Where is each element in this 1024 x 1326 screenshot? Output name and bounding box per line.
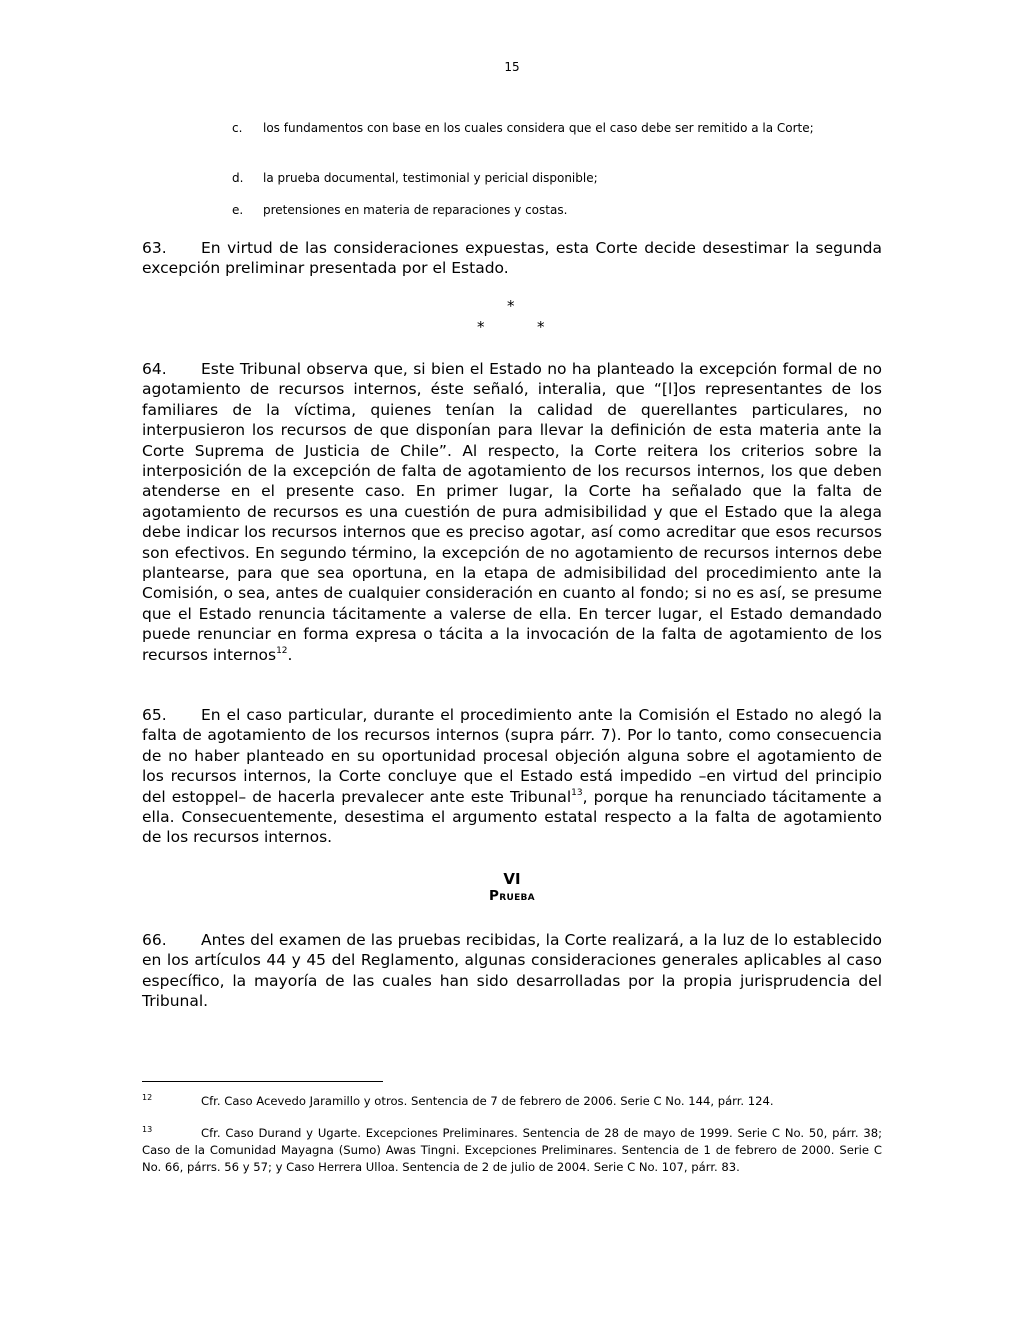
separator-asterisk-left: *	[477, 318, 485, 336]
paragraph-text: En virtud de las consideraciones expuestas, esta Corte decide desestimar la segunda excepción preliminar presentada por el Estado.	[142, 239, 882, 278]
list-item-text: los fundamentos con base en los cuales considera que el caso debe ser remitido a la Corte;	[263, 121, 814, 135]
paragraph-tail: .	[287, 645, 293, 664]
chapter-title: Prueba	[489, 888, 535, 904]
paragraph-number: 66.	[142, 931, 167, 949]
chapter-number: VI	[503, 870, 521, 888]
page-number: 15	[504, 60, 520, 74]
footnote-12: 12 Cfr. Caso Acevedo Jaramillo y otros. Sentencia de 7 de febrero de 2006. Serie C No. 144, párr. 124.	[142, 1093, 774, 1108]
paragraph-number: 63.	[142, 239, 167, 257]
footnote-divider	[142, 1081, 383, 1082]
paragraph-number: 64.	[142, 360, 167, 378]
chapter-heading	[0, 870, 1024, 904]
list-marker: c.	[232, 121, 243, 135]
paragraph-65	[142, 705, 882, 848]
list-marker: e.	[232, 203, 244, 217]
list-item-text: la prueba documental, testimonial y pericial disponible;	[263, 171, 598, 185]
footnote-text: Cfr. Caso Acevedo Jaramillo y otros. Sentencia de 7 de febrero de 2006. Serie C No. 144, párr. 124.	[201, 1094, 774, 1108]
footnote-13: 13 Cfr. Caso Durand y Ugarte. Excepciones Preliminares. Sentencia de 28 de mayo de 1999. Serie C No. 50, párr. 38; Caso de la Comunidad Mayagna (Sumo) Awas Tingni. Excepciones Preliminares. Sentencia de 1 de febrero de 2000. Serie C No. 66, párrs. 56 y 57; y Caso Herrera Ulloa. Sentencia de 2 de julio de 2004. Serie C No. 107, párr. 83.	[142, 1125, 882, 1175]
footnote-ref-13[interactable]: 13	[571, 787, 583, 798]
paragraph-63	[142, 238, 882, 279]
footnote-ref-12[interactable]: 12	[276, 645, 288, 656]
paragraph-number: 65.	[142, 706, 167, 724]
separator-asterisk-top: *	[507, 297, 515, 315]
paragraph-66	[142, 930, 882, 1012]
paragraph-text: En el caso particular, durante el procedimiento ante la Comisión el Estado no alegó la falta de agotamiento de los recursos internos (supra párr. 7). Por lo tanto, como consecuencia de no haber planteado en su oportunidad procesal objeción alguna sobre el agotamiento de los recursos internos, la Corte concluye que el Estado está impedido –en virtud del principio del estoppel– de hacerla prevalecer ante este Tribunal	[142, 706, 882, 806]
paragraph-64	[142, 359, 882, 665]
paragraph-text: Este Tribunal observa que, si bien el Estado no ha planteado la excepción formal de no agotamiento de recursos internos, éste señaló, interalia, que “[l]os representantes de los familiares de la víctima, quienes tenían la calidad de querellantes particulares, no interpusieron los recursos de que disponían para llevar la definición de esta materia ante la Corte Suprema de Justicia de Chile”. Al respecto, la Corte reitera los criterios sobre la interposición de la excepción de falta de agotamiento de los recursos internos, los que deben atenderse en el presente caso. En primer lugar, la Corte ha señalado que la falta de agotamiento de recursos es una cuestión de pura admisibilidad y que el Estado que la alega debe indicar los recursos internos que es preciso agotar, así como acreditar que esos recursos son efectivos. En segundo término, la excepción de no agotamiento de recursos internos debe plantearse, para que sea oportuna, en la etapa de admisibilidad del procedimiento ante la Comisión, o sea, antes de cualquier consideración en cuanto al fondo; si no es así, se presume que el Estado renuncia tácitamente a valerse de ella. En tercer lugar, el Estado demandado puede renunciar en forma expresa o tácita a la invocación de la falta de agotamiento de los recursos internos	[142, 360, 882, 664]
paragraph-text-continued: , porque ha renunciado tácitamente a ella. Consecuentemente, desestima el argumento estatal respecto a la falta de agotamiento de los recursos internos.	[142, 787, 882, 847]
paragraph-text: Antes del examen de las pruebas recibidas, la Corte realizará, a la luz de lo establecido en los artículos 44 y 45 del Reglamento, algunas consideraciones generales aplicables al caso específico, la mayoría de las cuales han sido desarrolladas por la propia jurisprudencia del Tribunal.	[142, 931, 882, 1011]
list-marker: d.	[232, 171, 244, 185]
list-item-text: pretensiones en materia de reparaciones y costas.	[263, 203, 568, 217]
footnote-text: Cfr. Caso Durand y Ugarte. Excepciones Preliminares. Sentencia de 28 de mayo de 1999. Serie C No. 50, párr. 38; Caso de la Comunidad Mayagna (Sumo) Awas Tingni. Excepciones Preliminares. Sentencia de 1 de febrero de 2000. Serie C No. 66, párrs. 56 y 57; y Caso Herrera Ulloa. Sentencia de 2 de julio de 2004. Serie C No. 107, párr. 83.	[142, 1126, 882, 1175]
separator-asterisk-right: *	[537, 318, 545, 336]
